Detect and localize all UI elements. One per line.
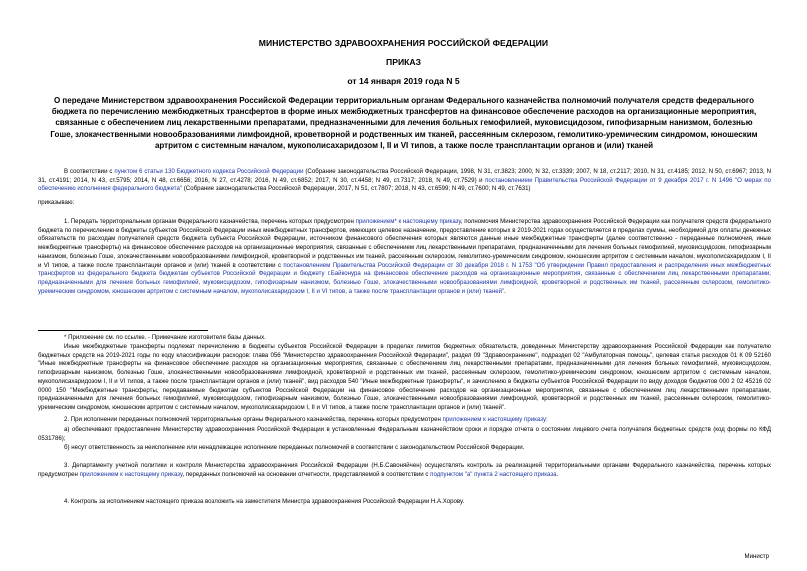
- transfers-paragraph: Иные межбюджетные трансферты подлежат перечислению в бюджеты субъектов Российской Федерации в пределах лимитов бюджетных обязательств, доведенных Министерству здравоохранения Российской Федерации как получателю бюджетных средств на 2019-2021 годы по коду классификации расходов: глава 056 "Министерство здравоохранения Российской Федерации", раздел 09 "Здравоохранение", подраздел 02 "Амбулаторная помощь", целевая статья расходов 01 К 09 52160 "Иные межбюджетные трансферты на финансовое обеспечение расходов на организационные мероприятия, связанные с обеспечением лиц лекарственными препаратами, предназначенными для лечения больных гемофилией, муковисцидозом, гипофизарным нанизмом, болезнью Гоше, злокачественными новообразованиями лимфоидной, кроветворной и родственных им тканей, рассеянным склерозом, гемолитико-уремическим синдромом, юношеским артритом с системным началом, мукополисахаридозом I, II и VI типов, а также после трансплантации органов и (или) тканей", вид расходов 540 "Иные межбюджетные трансферты", и зачислению в бюджеты субъектов Российской Федерации по виду доходов бюджетов 000 2 02 45216 02 0000 150 "Межбюджетные трансферты, передаваемые бюджетам субъектов Российской Федерации на финансовое обеспечение расходов на организационные мероприятия, связанные с обеспечением лиц лекарственными препаратами, предназначенными для лечения больных гемофилией, муковисцидозом, гипофизарным нанизмом, болезнью Гоше, злокачественными новообразованиями лимфоидной, кроветворной и родственных им тканей, рассеянным склерозом, гемолитико-уремическим синдромом, юношеским артритом с системным началом, мукополисахаридозом I, II и VI типов, а также после трансплантации органов и (или) тканей".: [38, 343, 771, 411]
- item-2a-paragraph: а) обеспечивают предоставление Министерству здравоохранения Российской Федерации в установленные Федеральным казначейством сроки и порядке отчета о состоянии лицевого счета получателя бюджетных средств (код формы по КФД 0531786);: [38, 426, 771, 442]
- item-3-paragraph: [38, 462, 771, 479]
- preamble-text-3: (Собрание законодательства Российской Федерации, 2017, N 51, ст.7807; 2018, N 43, ст.6599; N 49, ст.7600; N 49, ст.7631): [182, 185, 531, 193]
- preamble-paragraph: [38, 168, 771, 194]
- item-2-paragraph: [38, 416, 771, 425]
- footnote-separator: [38, 330, 208, 331]
- item-4-paragraph: 4. Контроль за исполнением настоящего приказа возложить на заместителя Министра здравоохранения Российской Федерации Н.А.Хорову.: [64, 498, 465, 505]
- document-title: О передаче Министерством здравоохранения Российской Федерации территориальным органам Федерального казначейства полномочий получателя средств федерального бюджета по перечислению межбюджетных трансфертов в форме иных межбюджетных трансфертов на финансовое обеспечение расходов на организационные мероприятия, связанные с обеспечением лиц лекарственными препаратами, предназначенными для лечения больных гемофилией, муковисцидозом, гипофизарным нанизмом, болезнью Гоше, злокачественными новообразованиями лимфоидной, кроветворной и родственных им тканей, рассеянным склерозом, гемолитико-уремическим синдромом, юношеским артритом с системным началом, мукополисахаридозом I, II и VI типов, а также после трансплантации органов и (или) тканей: [50, 96, 758, 150]
- preamble-text-2: (Собрание законодательства Российской Федерации, 1998, N 31, ст.3823; 2000, N 32, ст.3339; 2007, N 18, ст.2117; 2010, N 31, ст.4185; 2012, N 50, ст.6967; 2013, N 31, ст.4191; 2014, N 43, ст.5795; 2014, N 48, ст.6656; 2016, N 27, ст.4278; 2016, N 49, ст.6852; 2017, N 30, ст.4458; N 49, ст.7317; 2018, N 49, ст.7529) и: [38, 168, 771, 184]
- appendix-link-2[interactable]: приложением к настоящему приказу: [442, 416, 547, 423]
- item-3-text-3: .: [556, 470, 559, 478]
- signature-title: Министр: [744, 553, 769, 560]
- footnote: * Приложение см. по ссылке. - Примечание изготовителя базы данных.: [64, 334, 266, 341]
- item-1-text-3: .: [504, 287, 506, 295]
- subclause-2a-link[interactable]: подпунктом "а" пункта 2 настоящего приказа: [430, 470, 557, 478]
- item-1-text-1: 1. Передать территориальным органам Федерального казначейства, перечень которых предусмотрен: [64, 218, 356, 225]
- item-2-text-1: 2. При исполнении переданных полномочий территориальные органы Федерального казначейства, перечень которых предусмотрен: [64, 416, 443, 423]
- item-2b-paragraph: б) несут ответственность за неисполнение или ненадлежащее исполнение переданных полномочий в соответствии с законодательством Российской Федерации.: [64, 444, 525, 451]
- appendix-link[interactable]: приложением* к настоящему приказу: [355, 218, 461, 225]
- item-3-text-2: , переданных полномочий на основании отчетности, представляемой в соответствии с: [182, 470, 431, 478]
- item-1-text-2: , полномочия Министерства здравоохранения Российской Федерации как получателя средств федерального бюджета по перечислению в бюджеты субъектов Российской Федерации иных межбюджетных трансфертов, имеющих целевое назначение, предоставление которых в 2019-2021 годах осуществляется в пределах суммы, необходимой для оплаты денежных обязательств по расходам получателей средств бюджета субъекта Российской Федерации, источником финансового обеспечения которых являются данные иные межбюджетные трансферты (далее соответственно - переданные полномочия, иные межбюджетные трансферты) на финансовое обеспечение расходов на организационные мероприятия, связанные с обеспечением лиц лекарственными препаратами, предназначенными для лечения больных гемофилией, муковисцидозом, гипофизарным нанизмом, болезнью Гоше, злокачественными новообразованиями лимфоидной, кроветворной и родственных им тканей, рассеянным склерозом, гемолитико-уремическим синдромом, юношеским артритом с системным началом, мукополисахаридозом I, II и VI типов, а также после трансплантации органов и (или) тканей в соответствии с: [38, 218, 771, 269]
- government-resolution-1753-link[interactable]: постановлением Правительства Российской Федерации от 30 декабря 2018 г. N 1753 "Об утверждении Правил предоставления и распределения иных межбюджетных трансфертов из федерального бюджета бюджетам субъектов Российской Федерации и бюджету г.Байконура на финансовое обеспечение расходов на организационные мероприятия, связанные с обеспечением лиц лекарственными препаратами, предназначенными для лечения больных гемофилией, муковисцидозом, гипофизарным нанизмом, болезнью Гоше, злокачественными новообразованиями лимфоидной, кроветворной и родственных им тканей, рассеянным склерозом, гемолитико-уремическим синдромом, юношеским артритом с системным началом, мукополисахаридозом I, II и VI типов, а также после трансплантации органов и (или) тканей": [38, 261, 771, 295]
- date-line: от 14 января 2019 года N 5: [347, 76, 460, 86]
- ministry-heading: МИНИСТЕРСТВО ЗДРАВООХРАНЕНИЯ РОССИЙСКОЙ ФЕДЕРАЦИИ: [258, 38, 549, 48]
- item-3-text-1: 3. Департаменту учетной политики и контроля Министерства здравоохранения Российской Федерации (Н.Б.Савоняйчен) осуществлять контроль за реализацией территориальными органами Федерального казначейства, перечень которых предусмотрен: [38, 462, 771, 478]
- government-resolution-1496-link[interactable]: постановлением Правительства Российской Федерации от 9 декабря 2017 г. N 1496 "О мерах по обеспечению исполнения федерального бюджета": [38, 176, 771, 193]
- preamble-text-1: В соответствии с: [64, 168, 115, 175]
- item-1-paragraph: [38, 218, 771, 296]
- order-word: приказываю:: [38, 199, 75, 206]
- doc-type-heading: ПРИКАЗ: [386, 57, 421, 67]
- item-2-text-2: :: [546, 416, 548, 423]
- budget-code-link[interactable]: пунктом 6 статьи 130 Бюджетного кодекса Российской Федерации: [114, 168, 304, 175]
- appendix-link-3[interactable]: приложением к настоящему приказу: [79, 470, 183, 478]
